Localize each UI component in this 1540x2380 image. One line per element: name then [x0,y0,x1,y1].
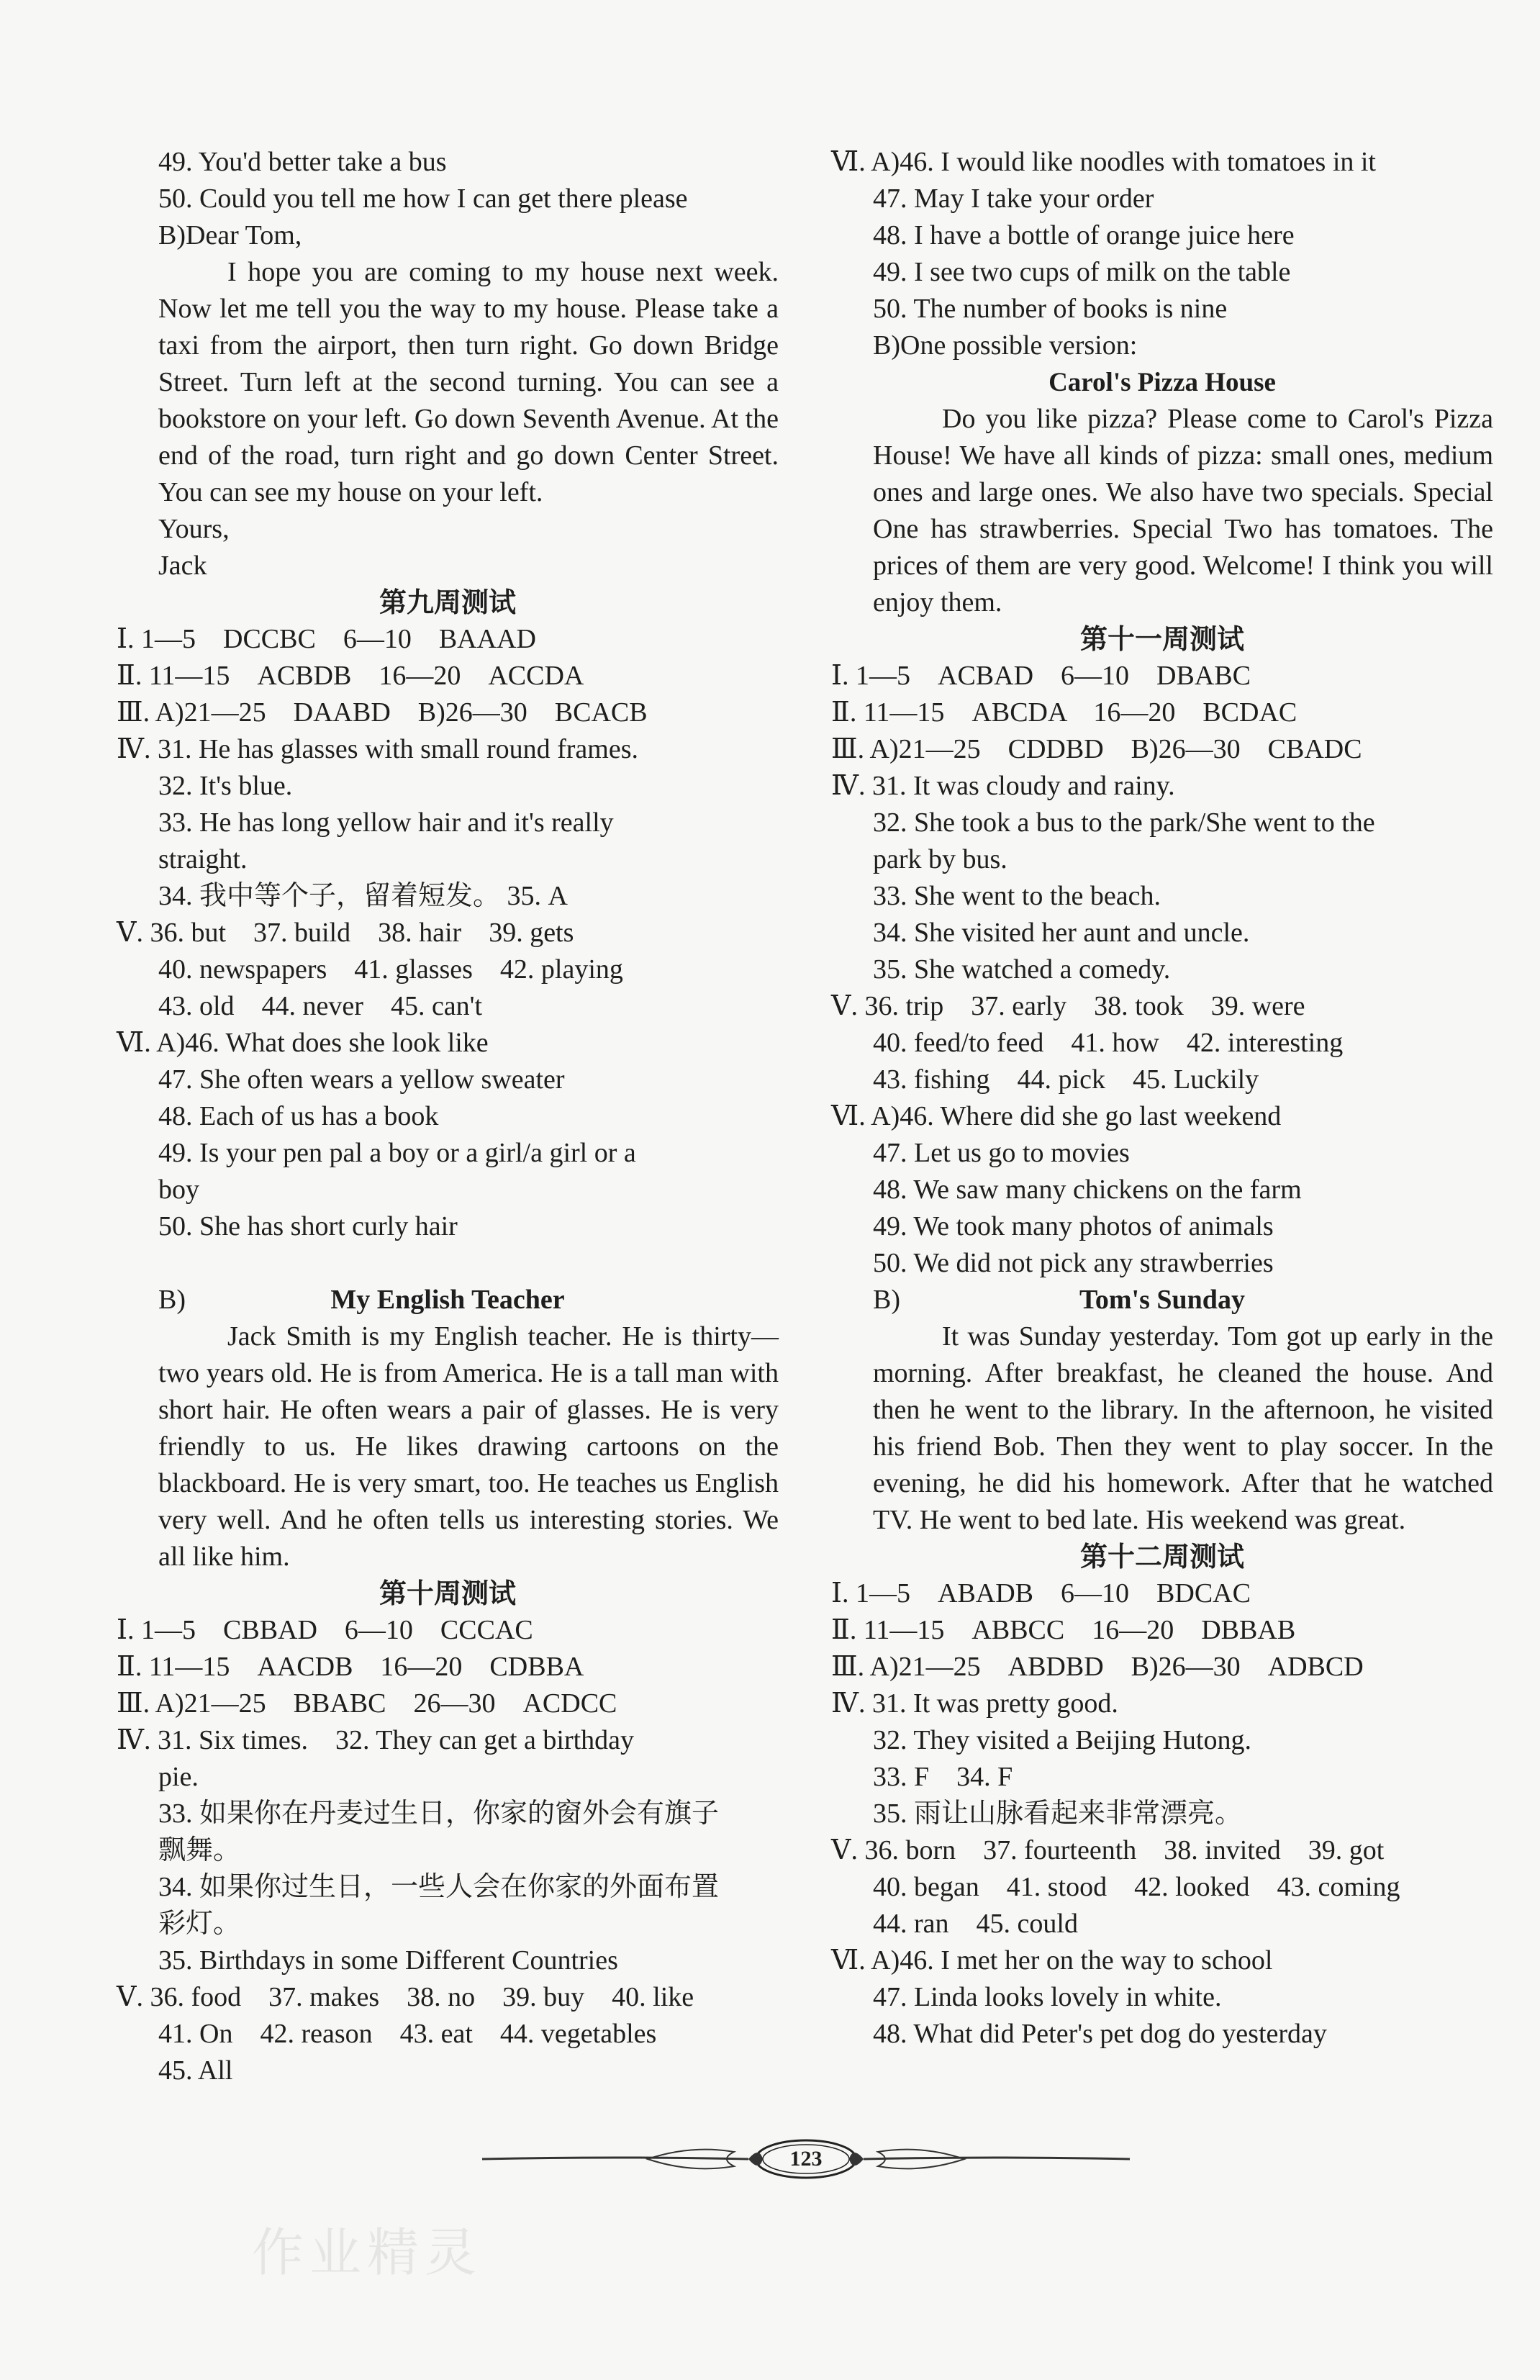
answer-line: 50. The number of books is nine [873,294,1228,324]
answer-line: 32. She took a bus to the park/She went to the [873,807,1375,838]
answer-line: Ⅲ. A)21—25 CDDBD B)26—30 CBADC [831,734,1362,764]
answer-line: pie. [158,1762,199,1792]
answer-line: straight. [158,844,248,874]
answer-line: Ⅰ. 1—5 DCCBC 6—10 BAAAD [117,624,536,654]
answer-line: 41. On 42. reason 43. eat 44. vegetables [158,2019,657,2049]
answer-line: Ⅳ. 31. Six times. 32. They can get a birthday [117,1725,635,1755]
answer-line: 33. 如果你在丹麦过生日，你家的窗外会有旗子 [158,1798,720,1829]
answer-line: 34. 我中等个子，留着短发。 35. A [158,881,568,911]
answer-line: Ⅳ. 31. It was cloudy and rainy. [831,771,1175,801]
answer-line: 彩灯。 [158,1909,241,1939]
essay-heading-row [117,1282,779,1318]
essay-label: B) [158,1285,186,1315]
answer-line: Ⅰ. 1—5 ACBAD 6—10 DBABC [831,661,1251,691]
answer-line: 35. She watched a comedy. [873,954,1171,985]
answer-line: Ⅴ. 36. trip 37. early 38. took 39. were [831,991,1305,1021]
answer-line: B)Dear Tom, [158,220,302,250]
watermark: 作业精灵 [252,2222,483,2283]
answer-line: Ⅳ. 31. It was pretty good. [831,1688,1118,1719]
left-column [117,144,779,2089]
letter-signature: Jack [158,551,207,581]
right-column [831,144,1493,2053]
essay-title: My English Teacher [330,1285,565,1315]
answer-line: 43. fishing 44. pick 45. Luckily [873,1064,1259,1095]
answer-line: Ⅳ. 31. He has glasses with small round frames. [117,734,639,764]
answer-line: 50. We did not pick any strawberries [873,1248,1274,1278]
answer-line: Ⅴ. 36. but 37. build 38. hair 39. gets [117,918,574,948]
answer-line: 49. I see two cups of milk on the table [873,257,1291,287]
answer-line: Ⅲ. A)21—25 DAABD B)26—30 BCACB [117,697,648,728]
answer-line: 35. Birthdays in some Different Countries [158,1945,618,1976]
answer-line: 48. I have a bottle of orange juice here [873,220,1295,250]
answer-line: 47. Let us go to movies [873,1138,1130,1168]
answer-line: 47. Linda looks lovely in white. [873,1982,1222,2012]
answer-line: Ⅵ. A)46. Where did she go last weekend [831,1101,1282,1131]
answer-line: 48. Each of us has a book [158,1101,439,1131]
answer-line: Ⅲ. A)21—25 BBABC 26—30 ACDCC [117,1688,617,1719]
essay-body: Jack Smith is my English teacher. He is thirty—two years old. He is from America. He is a tall man with short hair. He often wears a pair of glasses. He is very friendly to us. He likes drawing cartoons on the blackboard. He is very smart, too. He teaches us English very well. And he often tells us interesting stories. We all like him. [158,1321,779,1572]
answer-line [117,1245,779,1282]
page-number: 123 [789,2147,823,2171]
answer-line: Ⅴ. 36. born 37. fourteenth 38. invited 39. got [831,1835,1385,1865]
page-footer [475,2130,1137,2188]
answer-line: 47. She often wears a yellow sweater [158,1064,565,1095]
answer-line: 34. 如果你过生日，一些人会在你家的外面布置 [158,1872,720,1902]
answer-line: Ⅵ. A)46. What does she look like [117,1028,489,1058]
essay-title: Tom's Sunday [1079,1285,1245,1315]
answer-line: Ⅱ. 11—15 AACDB 16—20 CDBBA [117,1652,584,1682]
answer-line: 50. Could you tell me how I can get there please [158,184,688,214]
week12-title: 第十二周测试 [1079,1541,1244,1573]
answer-line: Ⅵ. A)46. I met her on the way to school [831,1945,1273,1976]
answer-line: 40. began 41. stood 42. looked 43. coming [873,1872,1400,1902]
answer-line: 34. She visited her aunt and uncle. [873,918,1250,948]
answer-line: 40. newspapers 41. glasses 42. playing [158,954,623,985]
answer-line: 33. F 34. F [873,1762,1013,1792]
letter-closing: Yours, [158,514,230,544]
answer-line: 48. We saw many chickens on the farm [873,1175,1302,1205]
answer-line: 32. It's blue. [158,771,293,801]
answer-line: B)One possible version: [873,330,1138,361]
essay-label: B) [873,1285,900,1315]
ad-title: Carol's Pizza House [1048,368,1276,397]
answer-line: 40. feed/to feed 41. how 42. interesting [873,1028,1344,1058]
answer-line: 43. old 44. never 45. can't [158,991,483,1021]
ad-body: Do you like pizza? Please come to Carol's Pizza House! We have all kinds of pizza: small ones, medium ones and large ones. We also have two specials. Special One has strawberries. Special Two has tomatoes. The prices of them are very good. Welcome! I think you will enjoy them. [873,404,1493,617]
answer-line: 32. They visited a Beijing Hutong. [873,1725,1251,1755]
answer-line: Ⅰ. 1—5 ABADB 6—10 BDCAC [831,1578,1251,1608]
letter-body: I hope you are coming to my house next week. Now let me tell you the way to my house. Please take a taxi from the airport, then turn right. Go down Bridge Street. Turn left at the second turning. You can see a bookstore on your left. Go down Seventh Avenue. At the end of the road, turn right and go down Center Street. You can see my house on your left. [158,257,779,507]
answer-line: 47. May I take your order [873,184,1154,214]
answer-line: park by bus. [873,844,1007,874]
week10-title: 第十周测试 [379,1578,516,1609]
answer-line: Ⅲ. A)21—25 ABDBD B)26—30 ADBCD [831,1652,1364,1682]
week9-title: 第九周测试 [379,587,516,618]
answer-line: Ⅱ. 11—15 ABCDA 16—20 BCDAC [831,697,1297,728]
answer-line: 33. She went to the beach. [873,881,1161,911]
answer-line: 48. What did Peter's pet dog do yesterday [873,2019,1327,2049]
answer-line: 49. Is your pen pal a boy or a girl/a girl or a [158,1138,636,1168]
answer-line: Ⅰ. 1—5 CBBAD 6—10 CCCAC [117,1615,533,1645]
answer-line: 35. 雨让山脉看起来非常漂亮。 [873,1798,1243,1829]
essay-heading-row [831,1282,1493,1318]
answer-line: 50. She has short curly hair [158,1211,458,1241]
answer-line: Ⅴ. 36. food 37. makes 38. no 39. buy 40. like [117,1982,694,2012]
answer-line: Ⅱ. 11—15 ABBCC 16—20 DBBAB [831,1615,1296,1645]
answer-line: 33. He has long yellow hair and it's really [158,807,614,838]
answer-line: Ⅱ. 11—15 ACBDB 16—20 ACCDA [117,661,584,691]
week11-title: 第十一周测试 [1079,623,1244,655]
answer-line: Ⅵ. A)46. I would like noodles with tomatoes in it [831,147,1376,177]
essay-body: It was Sunday yesterday. Tom got up early in the morning. After breakfast, he cleaned the house. And then he went to the library. In the afternoon, he visited his friend Bob. Then they went to play soccer. In the evening, he did his homework. After that he watched TV. He went to bed late. His weekend was great. [873,1321,1493,1535]
answer-line: boy [158,1175,199,1205]
answer-line: 45. All [158,2055,233,2086]
answer-line: 44. ran 45. could [873,1909,1078,1939]
answer-line: 飘舞。 [158,1835,241,1865]
answer-line: 49. You'd better take a bus [158,147,447,177]
answer-line: 49. We took many photos of animals [873,1211,1274,1241]
